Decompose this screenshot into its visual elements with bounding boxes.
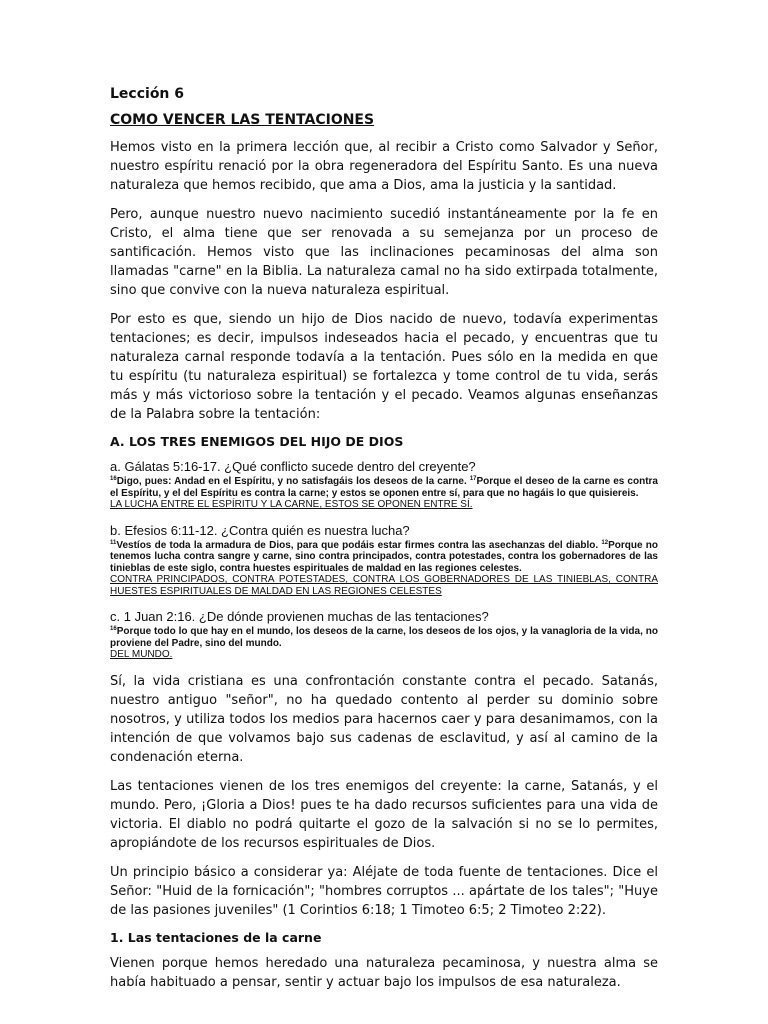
- body-paragraph-3: Un principio básico a considerar ya: Aléjate de toda fuente de tentaciones. Dice el Señor: "Huid de la fornicación"; "hombres corruptos ... apártate de los tales"; "Huye de las pasiones juveniles" (1 Corintios 6:18; 1 Timoteo 6:5; 2 Timoteo 2:22).: [110, 864, 658, 918]
- question-block-a: [110, 458, 658, 511]
- answer-c: DEL MUNDO.: [110, 649, 173, 660]
- lesson-number: Lección 6: [110, 86, 185, 102]
- verse-content: Porque no tenemos lucha contra sangre y carne, sino contra principados, contra potestades, contra los gobernadores de las tinieblas de este siglo, contra huestes espirituales de maldad en las regiones celestes.: [110, 539, 658, 574]
- intro-paragraph-2: Pero, aunque nuestro nuevo nacimiento sucedió instantáneamente por la fe en Cristo, el alma tiene que ser renovada a su semejanza por un proceso de santificación. Hemos visto que las inclinaciones pecaminosas del alma son llamadas "carne" en la Biblia. La naturaleza camal no ha sido extirpada totalmente, sino que convive con la nueva naturaleza espiritual.: [110, 207, 658, 298]
- verse-content: Vestíos de toda la armadura de Dios, para que podáis estar firmes contra las asechanzas del diablo.: [116, 539, 599, 551]
- answer-a: LA LUCHA ENTRE EL ESPÍRITU Y LA CARNE, ESTOS SE OPONEN ENTRE SÍ.: [110, 499, 473, 510]
- answer-b: CONTRA PRINCIPADOS, CONTRA POTESTADES, CONTRA LOS GOBERNADORES DE LAS TINIEBLAS, CONTRA HUESTES ESPIRITUALES DE MALDAD EN LAS REGIONES CELESTES: [110, 574, 658, 597]
- body-paragraph-2: Las tentaciones vienen de los tres enemigos del creyente: la carne, Satanás, y el mundo. Pero, ¡Gloria a Dios! pues te ha dado recursos suficientes para una vida de victoria. El diablo no podrá quitarte el gozo de la salvación si no se lo permites, apropiándote de los recursos espirituales de Dios.: [110, 778, 658, 851]
- verse-number: 12: [601, 539, 609, 546]
- question-c: c. 1 Juan 2:16. ¿De dónde provienen muchas de las tentaciones?: [110, 609, 489, 624]
- question-block-c: [110, 608, 658, 661]
- question-a: a. Gálatas 5:16-17. ¿Qué conflicto sucede dentro del creyente?: [110, 459, 476, 474]
- intro-paragraph-3: Por esto es que, siendo un hijo de Dios nacido de nuevo, todavía experimentas tentaciones; es decir, impulsos indeseados hacia el pecado, y encuentras que tu naturaleza carnal responde todavía a la tentación. Pues sólo en la medida en que tu espíritu (tu naturaleza espiritual) se fortalezca y tome control de tu vida, serás más y más victorioso sobre la tentación y el pecado. Veamos algunas enseñanzas de la Palabra sobre la tentación:: [110, 312, 658, 422]
- verse-content: Porque el deseo de la carne es contra el Espíritu, y el del Espíritu es contra la carne; y estos se oponen entre sí, para que no hagáis lo que quisiereis.: [110, 476, 658, 499]
- verse-number: 17: [469, 476, 477, 482]
- verse-number: 16: [110, 476, 117, 482]
- verse-text-c: [110, 626, 658, 649]
- question-b: b. Efesios 6:11-12. ¿Contra quién es nuestra lucha?: [110, 522, 410, 538]
- subsection-1-heading: 1. Las tentaciones de la carne: [110, 929, 322, 945]
- lesson-title: COMO VENCER LAS TENTACIONES: [110, 112, 375, 128]
- verse-content: Porque todo lo que hay en el mundo, los deseos de la carne, los deseos de los ojos, y la vanagloria de la vida, no proviene del Padre, sino del mundo.: [110, 626, 658, 649]
- section-a-heading: A. LOS TRES ENEMIGOS DEL HIJO DE DIOS: [110, 434, 404, 449]
- question-block-b: [110, 522, 658, 598]
- intro-paragraph-1: Hemos visto en la primera lección que, al recibir a Cristo como Salvador y Señor, nuestro espíritu renació por la obra regeneradora del Espíritu Santo. Es una nueva naturaleza que hemos recibido, que ama a Dios, ama la justicia y la santidad.: [110, 140, 658, 193]
- verse-text-b: [110, 540, 658, 575]
- verse-text-a: [110, 476, 658, 499]
- verse-content: Digo, pues: Andad en el Espíritu, y no satisfagáis los deseos de la carne.: [116, 476, 467, 487]
- verse-number: 16: [110, 626, 117, 632]
- verse-number: 11: [110, 539, 117, 546]
- body-paragraph-1: Sí, la vida cristiana es una confrontación constante contra el pecado. Satanás, nuestro antiguo "señor", no ha quedado contento al perder su dominio sobre nosotros, y utiliza todos los medios para hacernos caer y para desanimamos, con la intención de que volvamos bajo sus cadenas de esclavitud, y así al camino de la condenación eterna.: [110, 673, 658, 765]
- closing-paragraph: Vienen porque hemos heredado una naturaleza pecaminosa, y nuestra alma se había habituado a pensar, sentir y actuar bajo los impulsos de esa naturaleza.: [110, 955, 658, 990]
